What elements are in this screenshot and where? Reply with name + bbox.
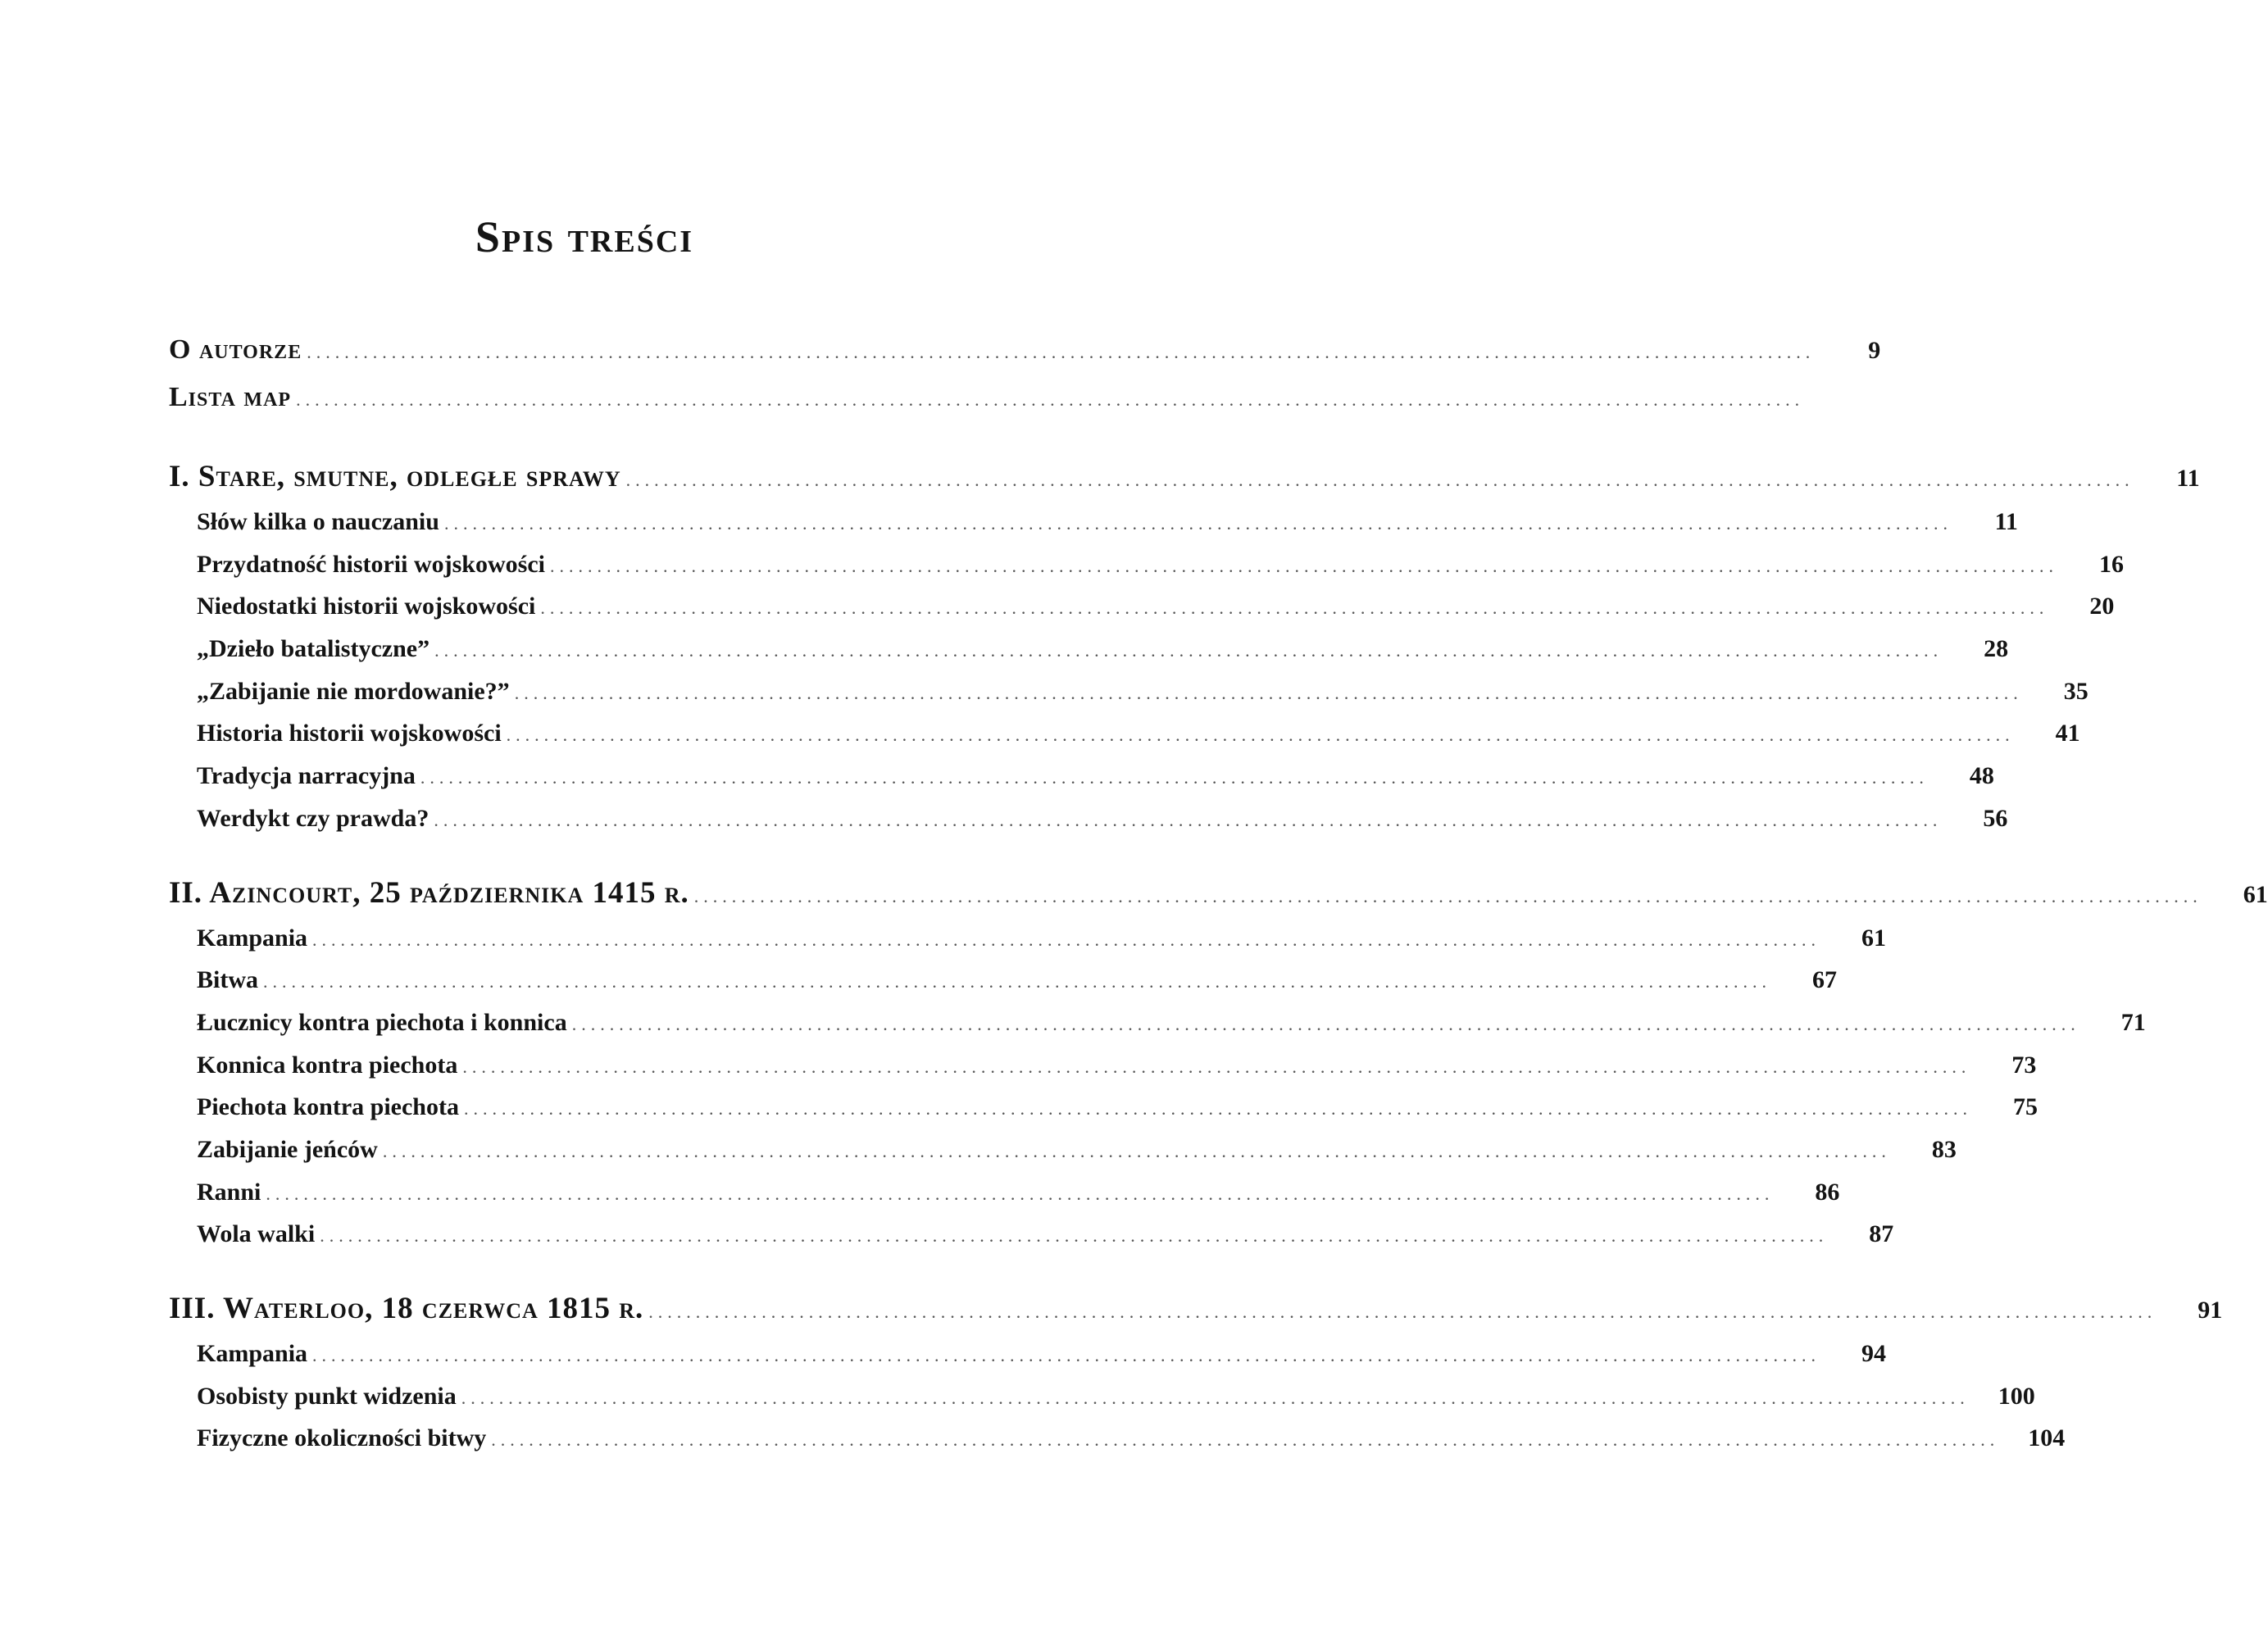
toc-section[interactable] bbox=[169, 804, 2008, 847]
toc-section[interactable] bbox=[169, 1008, 2146, 1052]
toc-entry-map-list[interactable] bbox=[169, 382, 1805, 429]
dot-leader: ................................................................................................................................................................ bbox=[434, 640, 1943, 661]
dot-leader: ................................................................................................................................................................ bbox=[461, 1387, 1970, 1408]
toc-page-number: 20 bbox=[2089, 593, 2115, 620]
table-of-contents bbox=[169, 334, 2268, 1467]
toc-section-label: Osobisty punkt widzenia bbox=[197, 1382, 457, 1410]
toc-chapter-label: II. Azincourt, 25 października 1415 r. bbox=[169, 875, 689, 910]
toc-section-label: Łucznicy kontra piechota i konnica bbox=[197, 1008, 567, 1036]
toc-section[interactable] bbox=[169, 1220, 1894, 1263]
toc-entry-about-author[interactable] bbox=[169, 334, 1881, 382]
toc-section-label: Ranni bbox=[197, 1178, 261, 1206]
toc-section[interactable] bbox=[169, 966, 1837, 1009]
toc-page-number: 73 bbox=[2011, 1051, 2037, 1079]
dot-leader: ................................................................................................................................................................ bbox=[266, 1183, 1775, 1204]
dot-leader: ................................................................................................................................................................ bbox=[491, 1429, 2000, 1451]
toc-page-number: 41 bbox=[2055, 720, 2080, 747]
toc-chapter-label: I. Stare, smutne, odległe sprawy bbox=[169, 460, 621, 493]
toc-page-number: 104 bbox=[2028, 1424, 2066, 1452]
toc-chapter-2[interactable] bbox=[169, 875, 2268, 924]
toc-section-label: Kampania bbox=[197, 1340, 308, 1367]
toc-section-label: „Zabijanie nie mordowanie?” bbox=[197, 677, 510, 705]
toc-section-label: Bitwa bbox=[197, 966, 258, 994]
toc-page-number: 11 bbox=[1994, 508, 2018, 535]
dot-leader: ................................................................................................................................................................ bbox=[462, 1056, 1971, 1077]
toc-page-number: 86 bbox=[1815, 1178, 1840, 1206]
toc-section-label: Zabijanie jeńców bbox=[197, 1135, 378, 1163]
toc-page-number: 91 bbox=[2198, 1297, 2223, 1324]
toc-page-number: 61 bbox=[1861, 924, 1887, 952]
toc-entry-label: Lista map bbox=[169, 382, 292, 412]
toc-section-label: Historia historii wojskowości bbox=[197, 720, 502, 747]
toc-section-label: Wola walki bbox=[197, 1220, 316, 1248]
page-title: Spis treści bbox=[475, 212, 694, 261]
toc-section[interactable] bbox=[169, 550, 2124, 593]
toc-section[interactable] bbox=[169, 720, 2080, 762]
toc-section[interactable] bbox=[169, 1340, 1887, 1383]
toc-section[interactable] bbox=[169, 1382, 2035, 1425]
dot-leader: ................................................................................................................................................................ bbox=[514, 682, 2023, 703]
toc-page-number: 9 bbox=[1868, 337, 1881, 364]
toc-chapter-1[interactable] bbox=[169, 459, 2200, 508]
toc-section-label: „Dzieło batalistyczne” bbox=[197, 635, 430, 663]
toc-chapter-label: III. Waterloo, 18 czerwca 1815 r. bbox=[169, 1292, 644, 1325]
dot-leader: ................................................................................................................................................................ bbox=[320, 1225, 1829, 1247]
toc-page-number: 71 bbox=[2120, 1008, 2146, 1036]
toc-section-label: Kampania bbox=[197, 924, 308, 952]
dot-leader: ................................................................................................................................................................ bbox=[625, 470, 2134, 490]
dot-leader: ................................................................................................................................................................ bbox=[693, 885, 2202, 906]
toc-section[interactable] bbox=[169, 1135, 1957, 1179]
toc-page-number: 56 bbox=[1983, 804, 2008, 832]
toc-page-number: 67 bbox=[1812, 966, 1837, 994]
toc-page-number: 61 bbox=[2243, 880, 2268, 908]
dot-leader: ................................................................................................................................................................ bbox=[382, 1140, 1891, 1161]
toc-section[interactable] bbox=[169, 593, 2115, 635]
dot-leader: ................................................................................................................................................................ bbox=[296, 389, 1805, 410]
dot-leader: ................................................................................................................................................................ bbox=[312, 929, 1821, 950]
toc-section[interactable] bbox=[169, 1093, 2038, 1136]
toc-section[interactable] bbox=[169, 1051, 2037, 1094]
toc-entry-label: O autorze bbox=[169, 334, 302, 365]
toc-section[interactable] bbox=[169, 762, 1994, 805]
dot-leader: ................................................................................................................................................................ bbox=[463, 1098, 1972, 1120]
dot-leader: ................................................................................................................................................................ bbox=[420, 767, 1929, 788]
toc-page-number: 48 bbox=[1969, 762, 1994, 790]
toc-page-number: 28 bbox=[1984, 635, 2009, 663]
dot-leader: ................................................................................................................................................................ bbox=[443, 513, 1952, 534]
toc-section-label: Werdykt czy prawda? bbox=[197, 804, 430, 832]
toc-section-label: Przydatność historii wojskowości bbox=[197, 550, 545, 578]
toc-section-label: Piechota kontra piechota bbox=[197, 1093, 459, 1121]
toc-page-number: 83 bbox=[1931, 1135, 1957, 1163]
toc-section[interactable] bbox=[169, 1424, 2066, 1467]
toc-section-label: Fizyczne okoliczności bitwy bbox=[197, 1424, 487, 1452]
dot-leader: ................................................................................................................................................................ bbox=[263, 971, 1771, 993]
dot-leader: ................................................................................................................................................................ bbox=[571, 1013, 2080, 1034]
toc-section[interactable] bbox=[169, 1178, 1840, 1221]
toc-section[interactable] bbox=[169, 508, 2018, 551]
toc-page-number: 11 bbox=[2176, 465, 2200, 492]
toc-section-label: Niedostatki historii wojskowości bbox=[197, 593, 536, 620]
toc-section-label: Konnica kontra piechota bbox=[197, 1051, 458, 1079]
dot-leader: ................................................................................................................................................................ bbox=[506, 725, 2015, 746]
toc-page-number: 35 bbox=[2063, 677, 2088, 705]
toc-section-label: Tradycja narracyjna bbox=[197, 762, 416, 790]
toc-page-number: 87 bbox=[1869, 1220, 1894, 1248]
toc-chapter-3[interactable] bbox=[169, 1291, 2223, 1340]
dot-leader: ................................................................................................................................................................ bbox=[540, 597, 2049, 619]
toc-section-label: Słów kilka o nauczaniu bbox=[197, 508, 439, 535]
toc-page-number: 100 bbox=[1998, 1382, 2035, 1410]
dot-leader: ................................................................................................................................................................ bbox=[648, 1301, 2157, 1322]
toc-page-number: 94 bbox=[1861, 1340, 1887, 1367]
toc-page-number: 75 bbox=[2012, 1093, 2038, 1121]
dot-leader: ................................................................................................................................................................ bbox=[549, 555, 2058, 576]
toc-section[interactable] bbox=[169, 924, 1887, 967]
toc-section[interactable] bbox=[169, 677, 2088, 720]
dot-leader: ................................................................................................................................................................ bbox=[307, 342, 1816, 362]
toc-page-number: 16 bbox=[2098, 550, 2124, 578]
toc-section[interactable] bbox=[169, 635, 2009, 678]
dot-leader: ................................................................................................................................................................ bbox=[434, 809, 1943, 830]
dot-leader: ................................................................................................................................................................ bbox=[312, 1345, 1821, 1365]
